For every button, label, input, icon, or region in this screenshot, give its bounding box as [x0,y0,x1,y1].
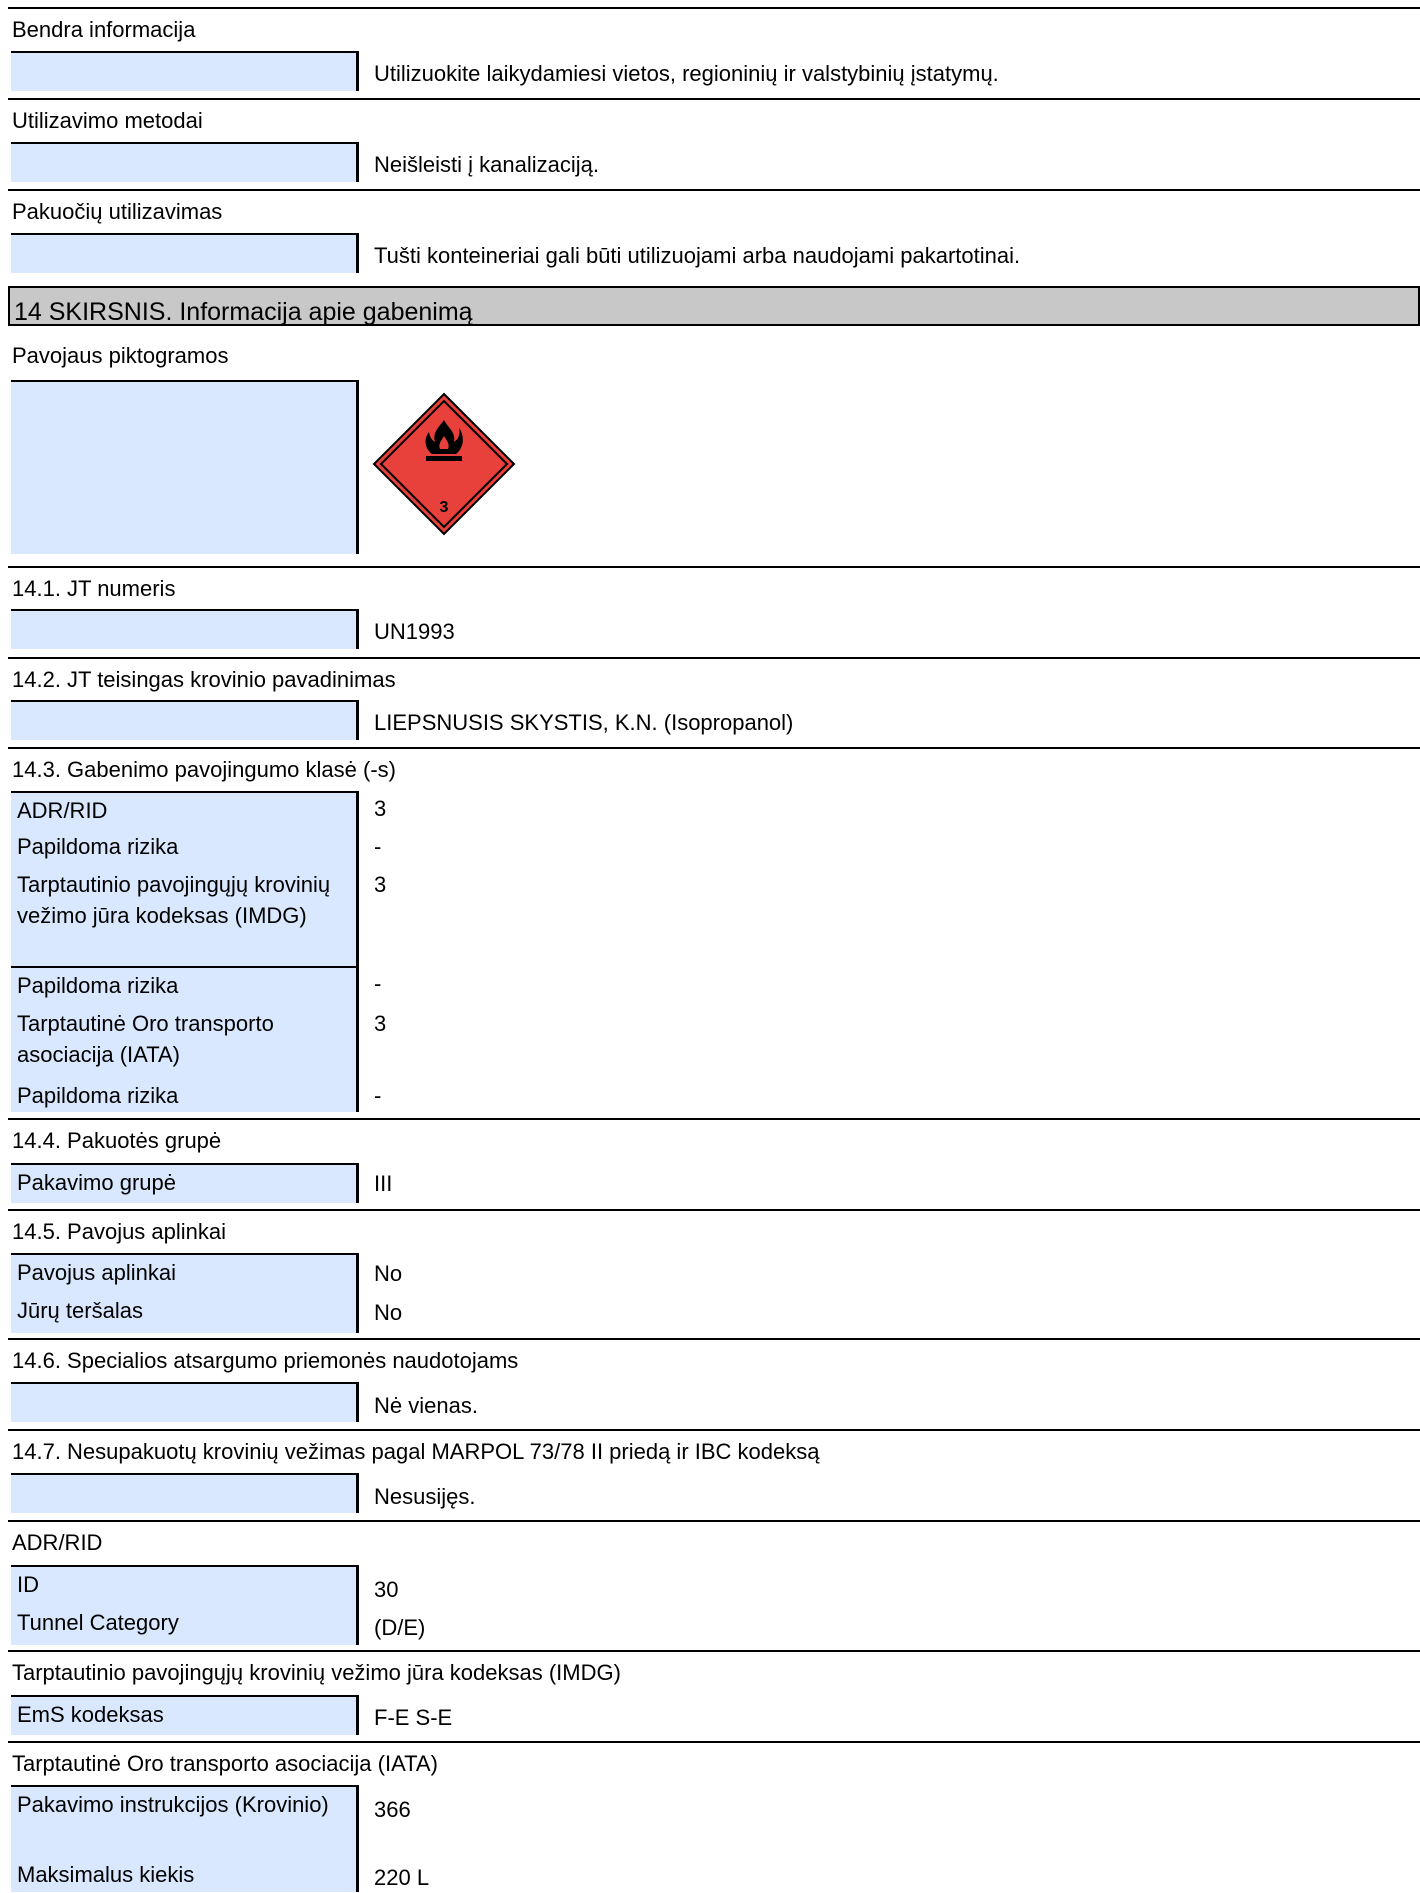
class-row-label: Papildoma rizika [11,966,356,1006]
imdg-heading: Tarptautinio pavojingųjų krovinių vežimo jūra kodeksas (IMDG) [8,1650,1420,1685]
env-row-label: Pavojus aplinkai [11,1253,356,1293]
env-row-label: Jūrų teršalas [11,1293,356,1333]
class-row-value: 3 [374,1011,387,1036]
general-info-text: Utilizuokite laikydamiesi vietos, regioninių ir valstybinių įstatymų. [374,61,999,86]
special-precautions-value: Nė vienas. [374,1393,478,1418]
column-divider [356,609,359,649]
shipping-name-heading: 14.2. JT teisingas krovinio pavadinimas [8,657,1420,692]
column-divider [356,1382,359,1422]
column-divider [356,142,359,182]
class-row-label: Papildoma rizika [11,829,356,867]
disposal-methods-text: Neišleisti į kanalizaciją. [374,152,599,177]
flame-diamond-icon [372,392,516,536]
iata-row-value: 366 [374,1797,411,1822]
special-precautions-heading: 14.6. Specialios atsargumo priemonės naudotojams [8,1338,1420,1373]
shipping-name-value: LIEPSNUSIS SKYSTIS, K.N. (Isopropanol) [374,710,794,735]
section-14-heading: 14 SKIRSNIS. Informacija apie gabenimą [8,286,1420,326]
class-row-value: - [374,971,382,996]
column-divider [356,791,359,1112]
svg-text:3: 3 [439,499,449,516]
iata-row-label: Pakavimo instrukcijos (Krovinio) [11,1785,356,1857]
column-divider [356,1565,359,1645]
special-precautions-label-cell [11,1382,356,1422]
un-number-label-cell [11,609,356,649]
class-row-label: Tarptautinio pavojingųjų krovinių vežimo jūra kodeksas (IMDG) [11,867,356,966]
column-divider [356,1785,359,1892]
column-divider [356,1473,359,1513]
general-info-label-cell [11,51,356,91]
env-row-value: No [374,1300,403,1325]
shipping-name-label-cell [11,700,356,740]
packing-group-value: III [374,1171,393,1196]
disposal-methods-heading: Utilizavimo metodai [8,98,1420,133]
class-row-value: - [374,834,382,859]
class-row-value: - [374,1083,382,1108]
env-row-value: No [374,1261,403,1286]
disposal-methods-label-cell [11,142,356,182]
column-divider [356,51,359,91]
packing-group-label: Pakavimo grupė [11,1163,356,1203]
bulk-transport-value: Nesusijęs. [374,1484,476,1509]
general-info-heading: Bendra informacija [8,7,1420,42]
adr-row-value: (D/E) [374,1615,426,1640]
un-number-value: UN1993 [374,619,455,644]
iata-row-value: 220 L [374,1865,430,1890]
pictograms-heading: Pavojaus piktogramos [8,335,1420,368]
class-row-label: ADR/RID [11,791,356,829]
packaging-disposal-label-cell [11,233,356,273]
adr-row-label: ID [11,1565,356,1605]
imdg-row-label: EmS kodeksas [11,1695,356,1735]
column-divider [356,700,359,740]
class-row-value: 3 [374,872,387,897]
column-divider [356,233,359,273]
adr-row-value: 30 [374,1577,399,1602]
pictograms-label-cell [11,380,356,554]
column-divider [356,380,359,554]
class-row-label: Tarptautinė Oro transporto asociacija (IATA) [11,1006,356,1078]
column-divider [356,1163,359,1203]
adr-row-label: Tunnel Category [11,1605,356,1645]
hazard-class-heading: 14.3. Gabenimo pavojingumo klasė (-s) [8,747,1420,782]
iata-row-label: Maksimalus kiekis [11,1857,356,1892]
column-divider [356,1253,359,1333]
bulk-transport-label-cell [11,1473,356,1513]
packing-group-heading: 14.4. Pakuotės grupė [8,1118,1420,1153]
un-number-heading: 14.1. JT numeris [8,566,1420,601]
class-row-value: 3 [374,796,387,821]
flammable-liquid-pictogram [372,392,516,536]
column-divider [356,1695,359,1735]
packaging-disposal-heading: Pakuočių utilizavimas [8,189,1420,224]
bulk-transport-heading: 14.7. Nesupakuotų krovinių vežimas pagal MARPOL 73/78 II priedą ir IBC kodeksą [8,1429,1420,1464]
class-row-label: Papildoma rizika [11,1078,356,1112]
imdg-row-value: F-E S-E [374,1705,453,1730]
adr-rid-heading: ADR/RID [8,1520,1420,1555]
packaging-disposal-text: Tušti konteineriai gali būti utilizuojami arba naudojami pakartotinai. [374,243,1021,268]
iata-heading: Tarptautinė Oro transporto asociacija (IATA) [8,1741,1420,1776]
environment-heading: 14.5. Pavojus aplinkai [8,1209,1420,1244]
